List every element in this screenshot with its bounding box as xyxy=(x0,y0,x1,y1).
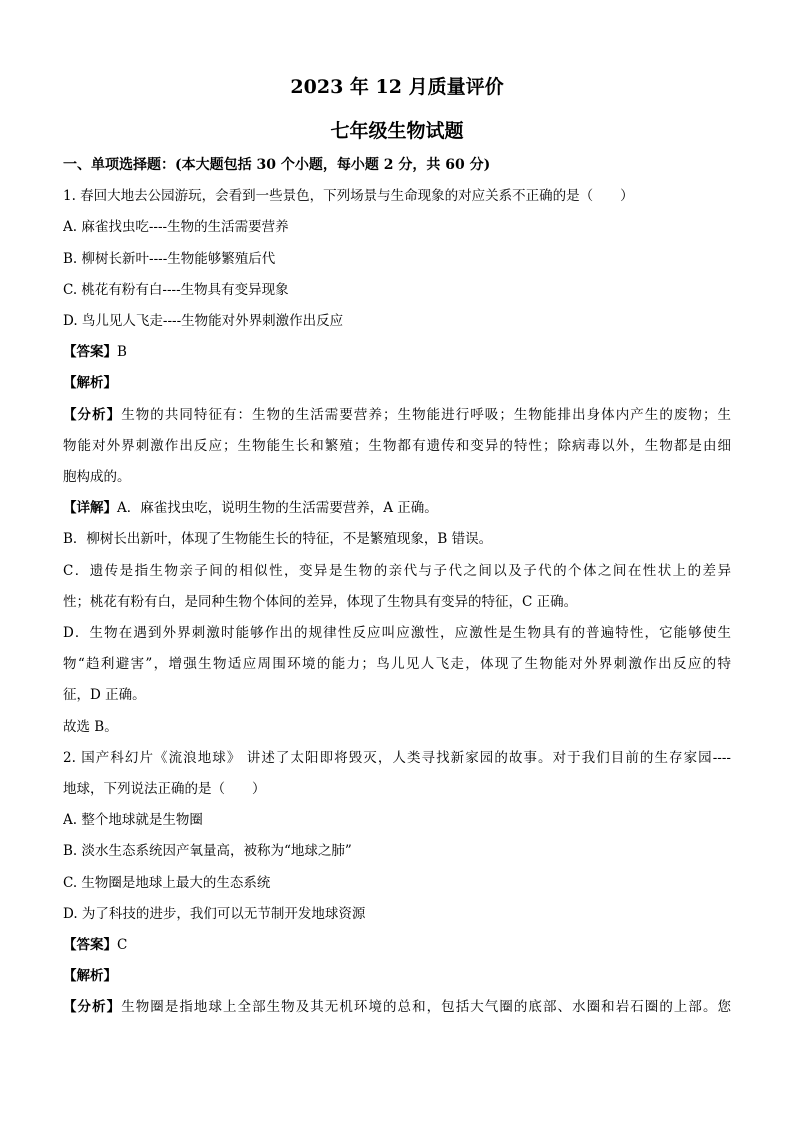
q1-answer xyxy=(63,337,731,368)
q2-answer xyxy=(63,930,731,961)
subject-title: 七年级生物试题 xyxy=(330,120,464,142)
q2-option-c: C. 生物圈是地球上最大的生态系统 xyxy=(63,874,271,891)
q1-stem: 1. 春回大地去公园游玩，会看到一些景色，下列场景与生命现象的对应关系不正确的是（ ） xyxy=(63,188,634,205)
fenxi-text: 生物的共同特征有：生物的生活需要营养；生物能进行呼吸；生物能排出身体内产生的废物；生 xyxy=(121,406,731,423)
q1-jiexi-tag: 【解析】 xyxy=(63,375,117,392)
q1-xiangjie-line-7: 征，D 正确。 xyxy=(63,687,146,704)
answer-tag: 【答案】 xyxy=(63,344,117,361)
q2-option-d: D. 为了科技的进步，我们可以无节制开发地球资源 xyxy=(63,905,366,922)
q1-xiangjie-line-5: D．生物在遇到外界刺激时能够作出的规律性反应叫应激性，应激性是生物具有的普遍特性，它能够使生 xyxy=(63,625,731,642)
document-body xyxy=(63,150,731,1024)
exam-title: 2023 年 12 月质量评价 xyxy=(290,76,504,98)
q1-option-b: B. 柳树长新叶----生物能够繁殖后代 xyxy=(63,250,276,267)
answer-value: C xyxy=(117,937,128,954)
q2-jiexi-tag: 【解析】 xyxy=(63,968,117,985)
fenxi-tag: 【分析】 xyxy=(63,406,122,423)
q1-xiangjie-line-3: C．遗传是指生物亲子间的相似性，变异是生物的亲代与子代之间以及子代的个体之间在性状上的差异 xyxy=(63,562,731,579)
q1-option-d: D. 鸟儿见人飞走----生物能对外界刺激作出反应 xyxy=(63,313,344,330)
q1-option-c: C. 桃花有粉有白----生物具有变异现象 xyxy=(63,281,289,298)
q1-xiangjie-line-1 xyxy=(63,493,731,524)
q1-fenxi-line-2: 物能对外界刺激作出反应；生物能生长和繁殖；生物都有遗传和变异的特性；除病毒以外，生物都是由细 xyxy=(63,437,731,454)
fenxi-text: 生物圈是指地球上全部生物及其无机环境的总和，包括大气圈的底部、水圈和岩石圈的上部。您 xyxy=(121,999,731,1016)
answer-value: B xyxy=(117,344,127,361)
q1-conclusion: 故选 B。 xyxy=(63,718,118,735)
q2-fenxi-line-1 xyxy=(63,992,731,1023)
q1-fenxi-line-1 xyxy=(63,400,731,431)
fenxi-tag: 【分析】 xyxy=(63,999,122,1016)
q1-option-a: A. 麻雀找虫吃----生物的生活需要营养 xyxy=(63,219,289,236)
q2-option-b: B. 淡水生态系统因产氧量高，被称为“地球之肺” xyxy=(63,843,352,860)
q2-option-a: A. 整个地球就是生物圈 xyxy=(63,812,203,829)
answer-tag: 【答案】 xyxy=(63,937,117,954)
section-heading: 一、单项选择题：(本大题包括 30 个小题，每小题 2 分，共 60 分) xyxy=(63,157,491,173)
q2-stem-line-1: 2. 国产科幻片《流浪地球》 讲述了太阳即将毁灭，人类寻找新家园的故事。对于我们目前的生存家园---- xyxy=(63,749,731,766)
xiangjie-tag: 【详解】 xyxy=(63,500,117,517)
q1-fenxi-line-3: 胞构成的。 xyxy=(63,469,131,486)
xiangjie-text: A．麻雀找虫吃，说明生物的生活需要营养，A 正确。 xyxy=(117,500,438,517)
q1-xiangjie-line-4: 性；桃花有粉有白，是同种生物个体间的差异，体现了生物具有变异的特征，C 正确。 xyxy=(63,593,578,610)
q1-xiangjie-line-2: B．柳树长出新叶，体现了生物能生长的特征，不是繁殖现象，B 错误。 xyxy=(63,531,493,548)
q2-stem-line-2: 地球，下列说法正确的是（ ） xyxy=(63,781,266,798)
q1-xiangjie-line-6: 物“趋利避害”，增强生物适应周围环境的能力；鸟儿见人飞走，体现了生物能对外界刺激作出反应的特 xyxy=(63,656,731,673)
